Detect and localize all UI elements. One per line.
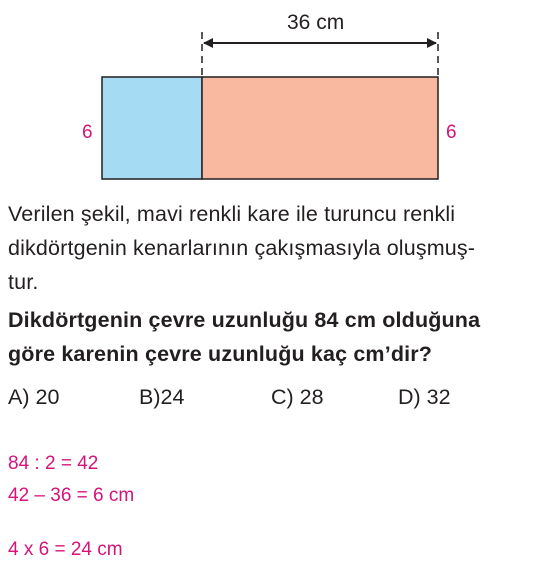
question-text bbox=[8, 303, 532, 371]
figure-drawing bbox=[0, 0, 538, 190]
question-stem bbox=[8, 197, 532, 299]
solution-step-2: 42 – 36 = 6 cm bbox=[8, 485, 135, 506]
option-letter: A) bbox=[8, 385, 30, 409]
option-c[interactable] bbox=[271, 380, 324, 414]
solution-step-1: 84 : 2 = 42 bbox=[8, 453, 99, 474]
option-value: 20 bbox=[35, 385, 60, 409]
selected-answer-circle bbox=[139, 380, 161, 414]
stem-line: dikdörtgenin kenarlarının çakışmasıyla oluşmuş- bbox=[8, 236, 476, 260]
question-line: göre karenin çevre uzunluğu kaç cm’dir? bbox=[8, 342, 433, 366]
option-value: 24 bbox=[160, 385, 185, 409]
option-letter: D) bbox=[398, 385, 421, 409]
answer-options bbox=[0, 380, 538, 414]
question-line: Dikdörtgenin çevre uzunluğu 84 cm olduğuna bbox=[8, 308, 481, 332]
option-b[interactable] bbox=[139, 380, 184, 414]
option-value: 28 bbox=[299, 385, 324, 409]
orange-rectangle bbox=[202, 77, 438, 179]
stem-line: tur. bbox=[8, 270, 39, 294]
option-letter: B) bbox=[139, 385, 161, 409]
right-side-label: 6 bbox=[446, 122, 457, 143]
geometry-figure bbox=[0, 0, 538, 190]
option-value: 32 bbox=[426, 385, 451, 409]
solution-step-3: 4 x 6 = 24 cm bbox=[8, 539, 123, 560]
dimension-label: 36 cm bbox=[287, 11, 345, 34]
stem-line: Verilen şekil, mavi renkli kare ile turuncu renkli bbox=[8, 202, 456, 226]
option-a[interactable] bbox=[8, 380, 59, 414]
left-side-label: 6 bbox=[82, 122, 93, 143]
option-letter: C) bbox=[271, 385, 294, 409]
option-d[interactable] bbox=[398, 380, 451, 414]
blue-square bbox=[102, 77, 202, 179]
